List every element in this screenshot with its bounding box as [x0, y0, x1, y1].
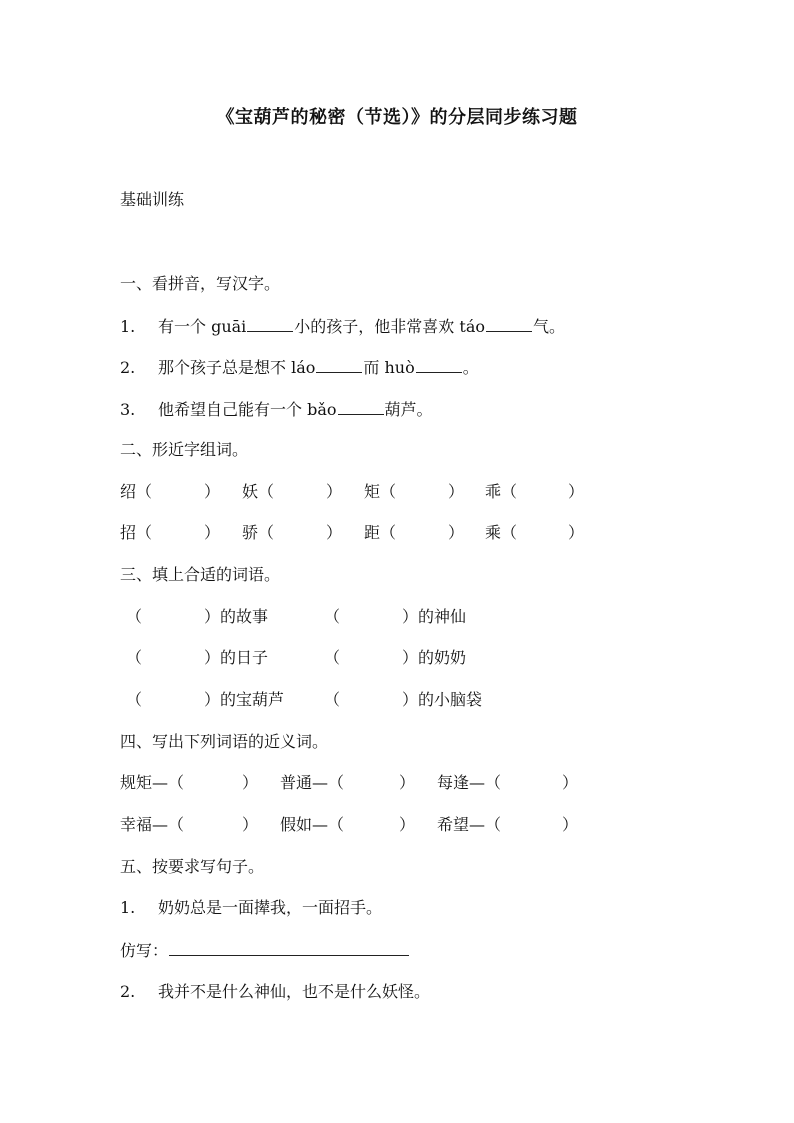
- q3-open: （: [324, 648, 341, 667]
- imitate-label: 仿写：: [120, 941, 169, 960]
- q4-prompt: 普通—（: [280, 773, 345, 792]
- q3-open: （: [126, 648, 143, 667]
- q4-prompt: 幸福—（: [120, 815, 185, 834]
- q2-heading: 二、形近字组词。: [120, 440, 249, 459]
- answer-blank[interactable]: [316, 356, 362, 373]
- q3-phrase: ）的故事: [204, 607, 269, 626]
- item-text: 我并不是什么神仙，也不是什么妖怪。: [158, 982, 431, 1001]
- q4-close: ）: [242, 773, 259, 792]
- item-number: 1.: [120, 317, 136, 336]
- word-prompt: 距（: [364, 523, 397, 542]
- section-label: 基础训练: [120, 190, 185, 209]
- q2-close: ）: [448, 482, 465, 501]
- word-prompt: 矩（: [364, 482, 397, 501]
- q2-cell: [364, 481, 396, 503]
- item-text: 而 huò: [363, 358, 415, 377]
- q2-close: ）: [568, 482, 585, 501]
- item-number: 1.: [120, 898, 136, 917]
- item-text: 那个孩子总是想不 láo: [158, 358, 316, 377]
- item-text: 他希望自己能有一个 bǎo: [158, 400, 337, 419]
- q2-cell: [364, 522, 396, 544]
- q5-item-2: [120, 981, 430, 1003]
- q3-phrase: ）的小脑袋: [402, 690, 483, 709]
- q4-close: ）: [399, 815, 416, 834]
- q2-cell: [485, 481, 517, 503]
- q3-phrase: ）的神仙: [402, 607, 467, 626]
- q2-close: ）: [204, 523, 221, 542]
- q2-close: ）: [568, 523, 585, 542]
- q2-cell: [120, 481, 152, 503]
- item-number: 3.: [120, 400, 136, 419]
- q1-item-2: [120, 356, 479, 379]
- q3-heading: 三、填上合适的词语。: [120, 565, 281, 584]
- q1-item-1: [120, 315, 565, 338]
- answer-blank[interactable]: [416, 356, 462, 373]
- q2-cell: [120, 522, 152, 544]
- q2-cell: [242, 522, 274, 544]
- q5-heading: 五、按要求写句子。: [120, 857, 265, 876]
- word-prompt: 绍（: [120, 482, 153, 501]
- answer-blank[interactable]: [338, 398, 384, 415]
- word-prompt: 招（: [120, 523, 153, 542]
- item-text: 奶奶总是一面撵我，一面招手。: [158, 898, 383, 917]
- q4-prompt: 假如—（: [280, 815, 345, 834]
- word-prompt: 妖（: [242, 482, 275, 501]
- page-title: 《宝葫芦的秘密（节选）》的分层同步练习题: [216, 107, 578, 128]
- q2-cell: [485, 522, 517, 544]
- q4-prompt: 规矩—（: [120, 773, 185, 792]
- item-text: 有一个 guāi: [158, 317, 247, 336]
- word-prompt: 骄（: [242, 523, 275, 542]
- q1-heading: 一、看拼音，写汉字。: [120, 274, 281, 293]
- q4-close: ）: [242, 815, 259, 834]
- item-text: 葫芦。: [384, 400, 433, 419]
- q5-item-1: [120, 897, 382, 919]
- q3-open: （: [324, 690, 341, 709]
- q3-phrase: ）的日子: [204, 648, 269, 667]
- q4-close: ）: [562, 815, 579, 834]
- word-prompt: 乘（: [485, 523, 518, 542]
- q1-item-3: [120, 398, 433, 421]
- q4-close: ）: [399, 773, 416, 792]
- q3-open: （: [126, 607, 143, 626]
- q3-phrase: ）的宝葫芦: [204, 690, 285, 709]
- item-text: 气。: [533, 317, 566, 336]
- q4-heading: 四、写出下列词语的近义词。: [120, 732, 329, 751]
- item-text: 。: [462, 358, 479, 377]
- q3-phrase: ）的奶奶: [402, 648, 467, 667]
- q3-open: （: [324, 607, 341, 626]
- q4-prompt: 每逢—（: [437, 773, 502, 792]
- answer-blank[interactable]: [247, 315, 293, 332]
- q2-close: ）: [326, 482, 343, 501]
- answer-blank[interactable]: [169, 939, 409, 956]
- item-number: 2.: [120, 358, 136, 377]
- q2-close: ）: [204, 482, 221, 501]
- q4-close: ）: [562, 773, 579, 792]
- answer-blank[interactable]: [486, 315, 532, 332]
- item-number: 2.: [120, 982, 136, 1001]
- q4-prompt: 希望—（: [437, 815, 502, 834]
- item-text: 小的孩子，他非常喜欢 táo: [294, 317, 485, 336]
- q2-close: ）: [448, 523, 465, 542]
- q2-close: ）: [326, 523, 343, 542]
- q2-cell: [242, 481, 274, 503]
- q3-open: （: [126, 690, 143, 709]
- q5-imitate: [120, 939, 410, 962]
- word-prompt: 乖（: [485, 482, 518, 501]
